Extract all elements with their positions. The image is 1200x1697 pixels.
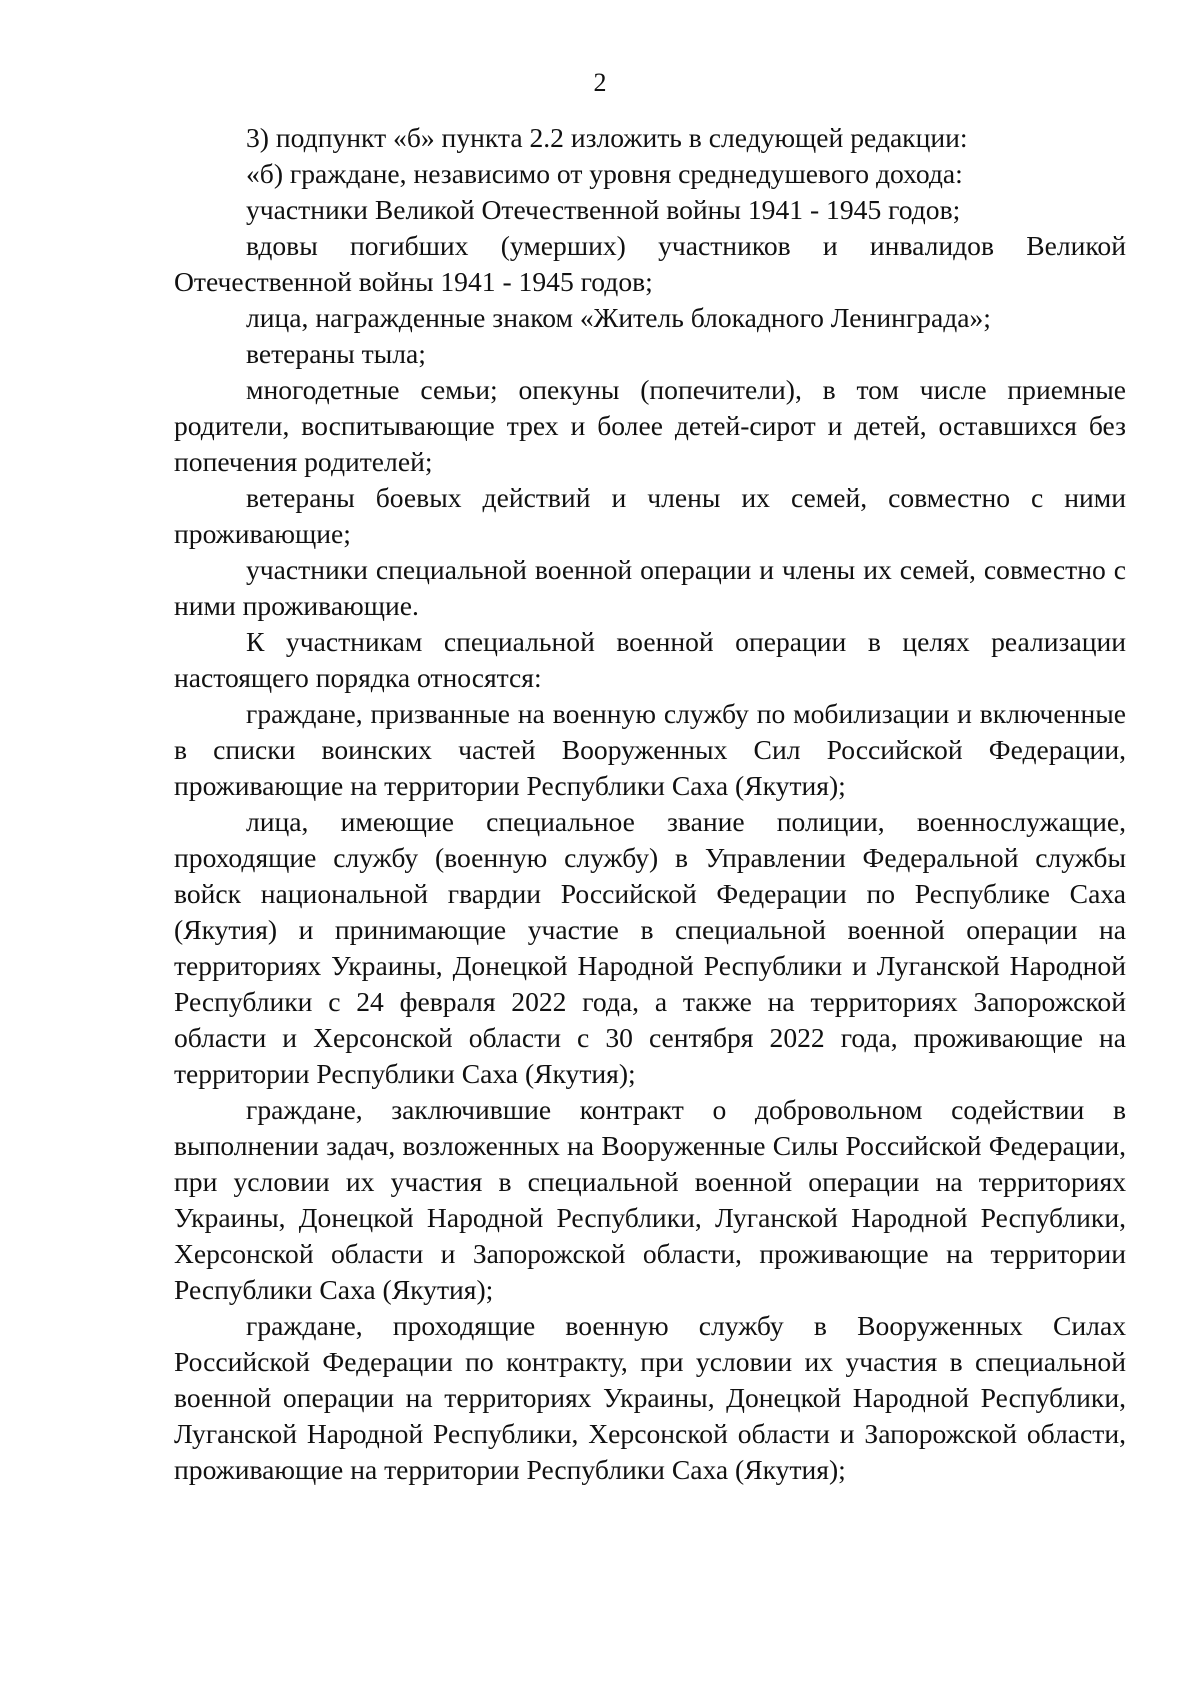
paragraph-citizens-intro: «б) граждане, независимо от уровня среднедушевого дохода: <box>246 158 963 189</box>
paragraph-svo-participants: участники специальной военной операции и члены их семей, совместно с ними проживающие. <box>174 554 1126 621</box>
page-number: 2 <box>593 68 607 97</box>
paragraph-leningrad-residents: лица, награжденные знаком «Житель блокадного Ленинграда»; <box>246 302 991 333</box>
paragraph-mobilized-citizens: граждане, призванные на военную службу по мобилизации и включенные в списки воинских частей Вооруженных Сил Российской Федерации, проживающие на территории Республики Саха (Якутия); <box>174 698 1126 801</box>
paragraph-home-front-veterans: ветераны тыла; <box>246 338 426 369</box>
paragraph-svo-definition: К участникам специальной военной операции в целях реализации настоящего порядка относятся: <box>174 626 1126 693</box>
paragraph-ww2-participants: участники Великой Отечественной войны 1941 - 1945 годов; <box>246 194 961 225</box>
paragraph-volunteer-contract: граждане, заключившие контракт о добровольном содействии в выполнении задач, возложенных на Вооруженные Силы Российской Федерации, при условии их участия в специальной военной операции на территориях Украины, Донецкой Народной Республики, Луганской Народной Республики, Херсонской области и Запорожской области, проживающие на территории Республики Саха (Якутия); <box>174 1094 1126 1305</box>
paragraph-national-guard: лица, имеющие специальное звание полиции, военнослужащие, проходящие службу (военную службу) в Управлении Федеральной службы войск национальной гвардии Российской Федерации по Республике Саха (Якутия) и принимающие участие в специальной военной операции на территориях Украины, Донецкой Народной Республики и Луганской Народной Республики с 24 февраля 2022 года, а также на территориях Запорожской области и Херсонской области с 30 сентября 2022 года, проживающие на территории Республики Саха (Якутия); <box>174 806 1126 1089</box>
paragraph-contract-servicemen: граждане, проходящие военную службу в Вооруженных Силах Российской Федерации по контракту, при условии их участия в специальной военной операции на территориях Украины, Донецкой Народной Республики, Луганской Народной Республики, Херсонской области и Запорожской области, проживающие на территории Республики Саха (Якутия); <box>174 1310 1126 1485</box>
paragraph-combat-veterans: ветераны боевых действий и члены их семей, совместно с ними проживающие; <box>174 482 1126 549</box>
paragraph-amendment-intro: 3) подпункт «б» пункта 2.2 изложить в следующей редакции: <box>246 122 968 153</box>
paragraph-large-families: многодетные семьи; опекуны (попечители), в том числе приемные родители, воспитывающие трех и более детей-сирот и детей, оставшихся без попечения родителей; <box>174 374 1126 477</box>
paragraph-widows: вдовы погибших (умерших) участников и инвалидов Великой Отечественной войны 1941 - 1945 годов; <box>174 230 1126 297</box>
document-body <box>174 120 1126 1488</box>
